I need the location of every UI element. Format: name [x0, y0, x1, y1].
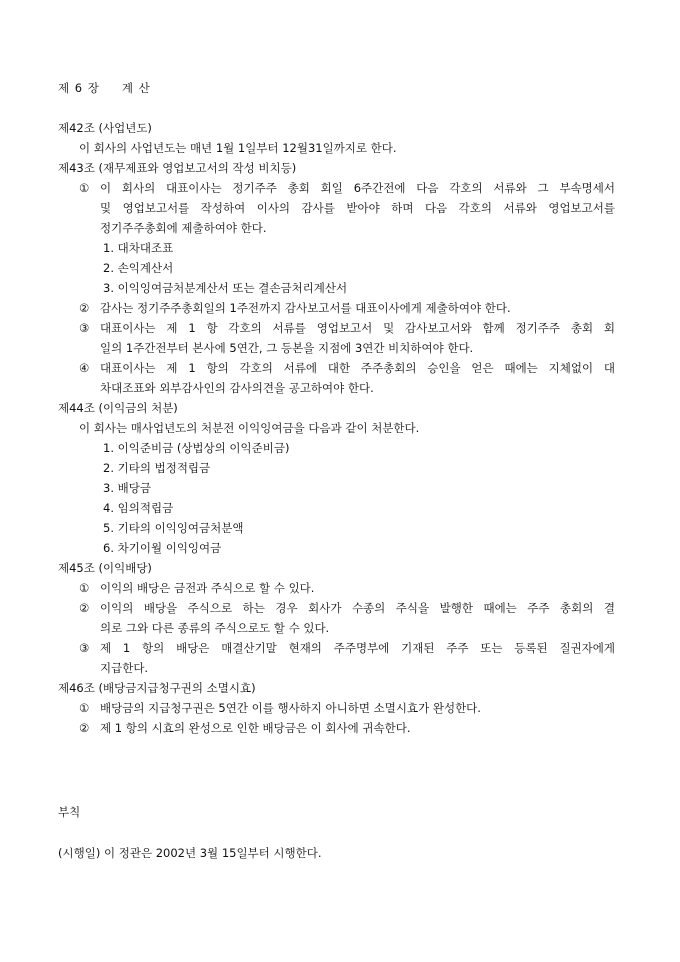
- list-item: 1. 이익준비금 (상법상의 이익준비금): [103, 441, 290, 455]
- article-43-clause-3-mark: ③: [79, 321, 90, 335]
- article-43-clause-1-line-2: 및 영업보고서를 작성하여 이사의 감사를 받아야 하며 다음 각호의 서류와 영업보고서를: [100, 201, 615, 215]
- article-43-clause-1-mark: ①: [79, 181, 90, 195]
- article-43-clause-2-line-1: 감사는 정기주주총회일의 1주전까지 감사보고서를 대표이사에게 제출하여야 한다.: [100, 301, 511, 315]
- article-43-clause-2-mark: ②: [79, 301, 90, 315]
- article-44-text: 이 회사는 매사업년도의 처분전 이익잉여금을 다음과 같이 처분한다.: [79, 421, 420, 435]
- appendix-text: (시행일) 이 정관은 2002년 3월 15일부터 시행한다.: [58, 846, 322, 860]
- list-item: 3. 이익잉여금처분계산서 또는 결손금처리계산서: [103, 281, 348, 295]
- list-item: 2. 기타의 법정적립금: [103, 461, 211, 475]
- article-43-clause-4-line-1: 대표이사는 제 1 항의 각호의 서류에 대한 주주총회의 승인을 얻은 때에는 지체없이 대: [100, 361, 615, 375]
- article-42-text: 이 회사의 사업년도는 매년 1월 1일부터 12월31일까지로 한다.: [79, 141, 397, 155]
- chapter-number: 제 6 장: [58, 81, 100, 95]
- article-43-title: 제43조 (재무제표와 영업보고서의 작성 비치등): [58, 161, 297, 175]
- article-43-clause-1-line-3: 정기주주총회에 제출하여야 한다.: [100, 221, 267, 235]
- article-45-clause-2-line-2: 의로 그와 다른 종류의 주식으로도 할 수 있다.: [100, 621, 330, 635]
- chapter-title: 계 산: [121, 81, 151, 95]
- list-item: 6. 차기이월 이익잉여금: [103, 541, 222, 555]
- list-item: 2. 손익계산서: [103, 261, 174, 275]
- article-43-clause-4-line-2: 차대조표와 외부감사인의 감사의견을 공고하여야 한다.: [100, 381, 374, 395]
- article-45-clause-3-line-2: 지급한다.: [100, 661, 149, 675]
- article-46-clause-2-mark: ②: [79, 721, 90, 735]
- article-45-clause-1-mark: ①: [79, 581, 90, 595]
- article-43-clause-4-mark: ④: [79, 361, 90, 375]
- article-45-clause-2-line-1: 이익의 배당을 주식으로 하는 경우 회사가 수종의 주식을 발행한 때에는 주주 총회의 결: [100, 601, 615, 615]
- article-46-title: 제46조 (배당금지급청구권의 소멸시효): [58, 681, 256, 695]
- list-item: 1. 대차대조표: [103, 241, 174, 255]
- article-43-clause-3-line-1: 대표이사는 제 1 항 각호의 서류를 영업보고서 및 감사보고서와 함께 정기주주 총회 회: [100, 321, 615, 335]
- article-46-clause-1-mark: ①: [79, 701, 90, 715]
- article-45-clause-3-line-1: 제 1 항의 배당은 매결산기말 현재의 주주명부에 기재된 주주 또는 등록된 질권자에게: [100, 641, 615, 655]
- article-45-clause-1-line-1: 이익의 배당은 금전과 주식으로 할 수 있다.: [100, 581, 315, 595]
- list-item: 3. 배당금: [103, 481, 151, 495]
- list-item: 4. 임의적립금: [103, 501, 174, 515]
- article-45-clause-3-mark: ③: [79, 641, 90, 655]
- appendix-title: 부칙: [58, 805, 81, 819]
- article-46-clause-1-line-1: 배당금의 지급청구권은 5연간 이를 행사하지 아니하면 소멸시효가 완성한다.: [100, 701, 481, 715]
- article-43-clause-1-line-1: 이 회사의 대표이사는 정기주주 총회 회일 6주간전에 다음 각호의 서류와 그 부속명세서: [100, 181, 615, 195]
- list-item: 5. 기타의 이익잉여금처분액: [103, 521, 244, 535]
- article-44-title: 제44조 (이익금의 처분): [58, 401, 178, 415]
- article-42-title: 제42조 (사업년도): [58, 121, 152, 135]
- article-43-clause-3-line-2: 일의 1주간전부터 본사에 5연간, 그 등본을 지점에 3연간 비치하여야 한다.: [100, 341, 474, 355]
- chapter-heading: [58, 80, 151, 96]
- article-45-title: 제45조 (이익배당): [58, 561, 152, 575]
- article-46-clause-2-line-1: 제 1 항의 시효의 완성으로 인한 배당금은 이 회사에 귀속한다.: [100, 721, 411, 735]
- article-45-clause-2-mark: ②: [79, 601, 90, 615]
